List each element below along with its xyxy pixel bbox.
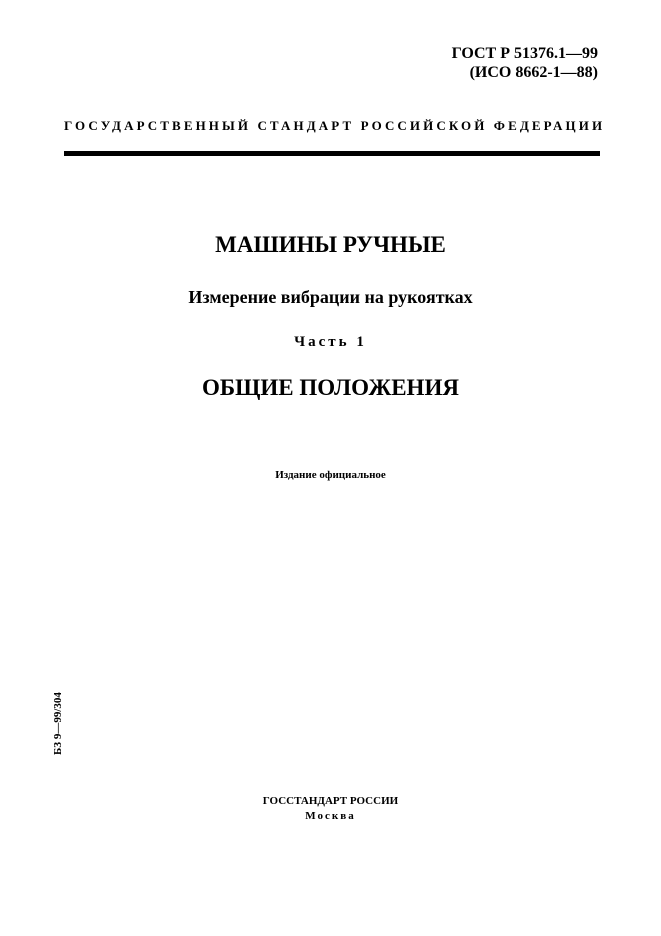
standard-header: ГОСУДАРСТВЕННЫЙ СТАНДАРТ РОССИЙСКОЙ ФЕДЕРАЦИИ: [64, 118, 606, 133]
document-number-iso: (ИСО 8662-1—88): [469, 64, 598, 81]
part-title: ОБЩИЕ ПОЛОЖЕНИЯ: [202, 375, 459, 400]
document-title: МАШИНЫ РУЧНЫЕ: [215, 232, 446, 257]
publisher: ГОССТАНДАРТ РОССИИ: [262, 795, 399, 807]
edition-note: Издание официальное: [275, 469, 386, 481]
document-number-gost: ГОСТ Р 51376.1—99: [451, 45, 598, 62]
side-code: БЗ 9—99/304: [52, 692, 64, 755]
part-label: Часть 1: [294, 334, 367, 350]
city: Москва: [305, 810, 356, 822]
document-subtitle: Измерение вибрации на рукоятках: [188, 287, 473, 307]
header-rule: [64, 151, 600, 156]
document-number: [452, 44, 598, 82]
